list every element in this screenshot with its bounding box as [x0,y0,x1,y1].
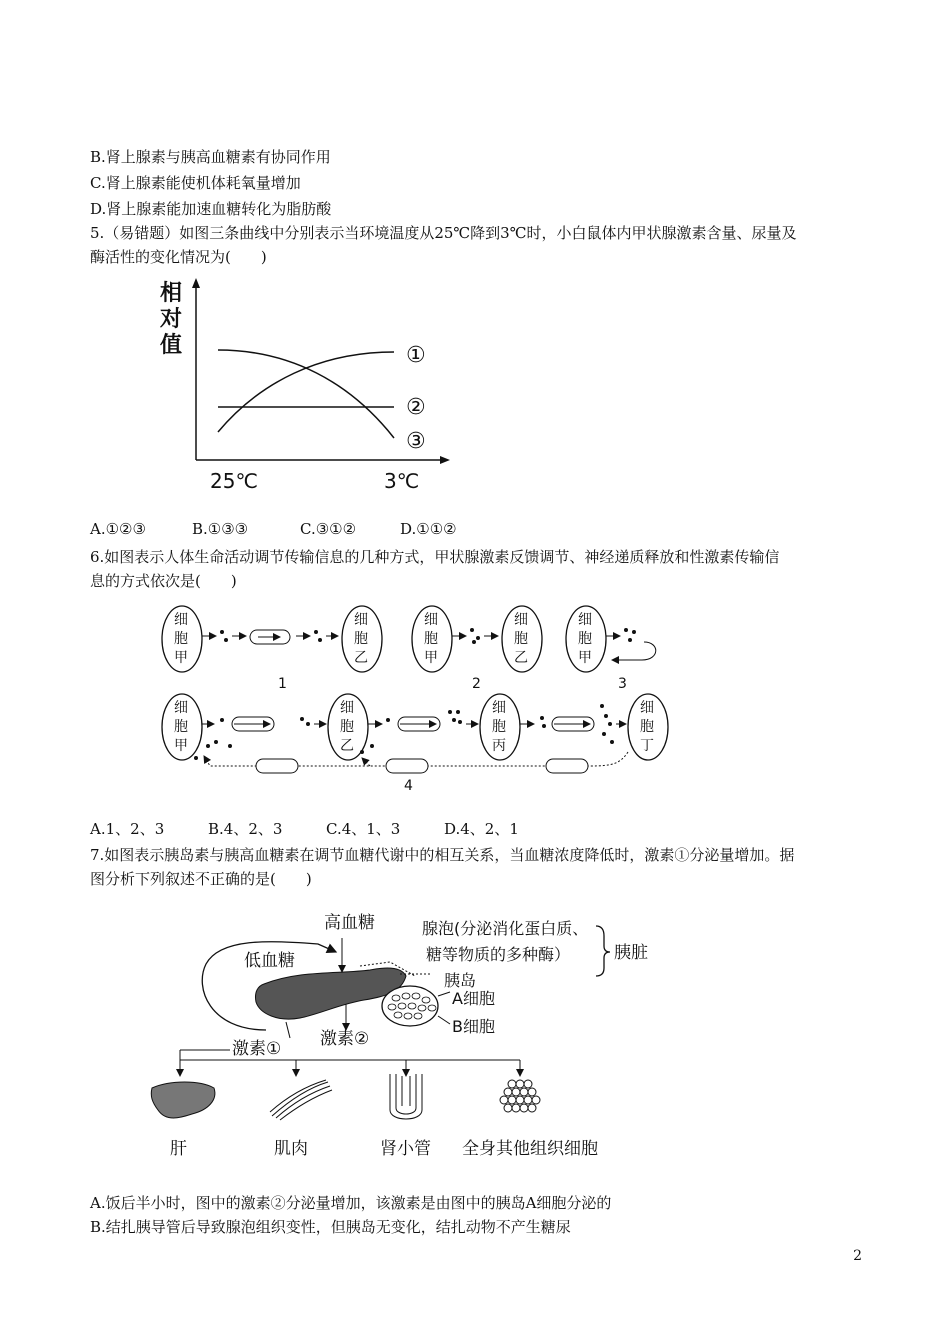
q5-stem-line2: 酶活性的变化情况为( ) [90,248,267,266]
svg-text:细: 细 [354,612,368,628]
q7-b-cell: B细胞 [452,1017,495,1036]
q4-option-d: D.肾上腺素能加速血糖转化为脂肪酸 [90,200,332,218]
svg-text:胞: 胞 [354,631,368,647]
svg-text:胞: 胞 [514,631,528,647]
q7-liver-icon [151,1082,215,1118]
q5-x-label-left: 25℃ [210,469,258,493]
svg-text:细: 细 [640,700,654,716]
q7-target-other: 全身其他组织细胞 [462,1139,598,1159]
svg-text:细: 细 [578,612,592,628]
svg-text:胞: 胞 [578,631,592,647]
q7-hormone-2: 激素② [320,1029,370,1049]
q4-option-c: C.肾上腺素能使机体耗氧量增加 [90,174,301,192]
svg-text:细: 细 [424,612,438,628]
q7-option-b: B.结扎胰导管后导致腺泡组织变性，但胰岛无变化，结扎动物不产生糖尿 [90,1218,571,1236]
q6-label-2: 2 [472,676,481,692]
q6-mode-1 [162,606,382,692]
q4-option-b: B.肾上腺素与胰高血糖素有协同作用 [90,148,331,166]
svg-text:细: 细 [174,700,188,716]
q5-stem-line1: 5.（易错题）如图三条曲线中分别表示当环境温度从25℃降到3℃时，小白鼠体内甲状腺激素含量、尿量及 [90,224,797,242]
svg-text:乙: 乙 [514,650,528,666]
svg-text:乙: 乙 [354,650,368,666]
q5-ylabel-3: 值 [160,333,183,358]
q6-option-a: A.1、2、3 [90,820,165,838]
q7-pancreas: 胰脏 [614,943,648,963]
q5-option-a: A.①②③ [90,520,146,538]
svg-text:细: 细 [340,700,354,716]
svg-text:胞: 胞 [424,631,438,647]
q5-chart [150,272,470,502]
svg-text:胞: 胞 [174,719,188,735]
q5-y-arrow [192,278,200,288]
q6-option-c: C.4、1、3 [326,820,401,838]
q7-tissue-cells-icon [500,1080,540,1112]
q7-pancreas-brace [596,926,610,976]
q6-mode-4 [162,694,668,794]
q7-hormone-1: 激素① [232,1039,282,1059]
q7-islet-cells [382,986,438,1026]
q6-options [90,818,519,840]
q5-ylabel-2: 对 [160,307,183,332]
q6-option-b: B.4、2、3 [208,820,283,838]
q5-curve-label-1: ① [406,343,426,368]
svg-text:胞: 胞 [174,631,188,647]
svg-text:胞: 胞 [340,719,354,735]
svg-text:丁: 丁 [640,738,654,754]
q7-target-tubule: 肾小管 [380,1139,431,1159]
svg-text:丙: 丙 [492,738,506,754]
q6-label-3: 3 [618,676,627,692]
q7-islet: 胰岛 [444,971,477,990]
svg-text:甲: 甲 [174,650,188,666]
svg-text:细: 细 [174,612,188,628]
q5-x-label-right: 3℃ [384,469,420,493]
q6-option-d: D.4、2、1 [444,820,519,838]
q6-stem-line2: 息的方式依次是( ) [90,572,237,590]
q7-diagram [140,904,680,1170]
q7-muscle-icon [270,1080,332,1120]
svg-text:甲: 甲 [578,650,592,666]
q7-renal-tubule-icon [390,1074,422,1119]
q6-diagram [150,602,710,798]
q5-curve-1 [218,352,394,432]
q7-option-a: A.饭后半小时，图中的激素②分泌量增加，该激素是由图中的胰岛A细胞分泌的 [90,1194,612,1212]
q6-mode-2 [412,606,542,692]
page-number: 2 [853,1248,862,1264]
svg-text:细: 细 [492,700,506,716]
q6-stem-line1: 6.如图表示人体生命活动调节传输信息的几种方式，甲状腺激素反馈调节、神经递质释放和性激素传输信 [90,548,780,566]
q5-ylabel-1: 相 [160,281,183,306]
q7-high-glucose: 高血糖 [324,913,375,933]
q5-options [90,518,457,540]
q5-x-arrow [440,456,450,464]
q7-acinus-1: 腺泡(分泌消化蛋白质、 [422,919,589,938]
q5-curve-label-3: ③ [406,429,426,454]
svg-text:甲: 甲 [424,650,438,666]
q6-mode-3 [566,606,656,692]
svg-text:胞: 胞 [640,719,654,735]
svg-text:甲: 甲 [174,738,188,754]
q5-option-b: B.①③③ [192,520,249,538]
q7-stem-line1: 7.如图表示胰岛素与胰高血糖素在调节血糖代谢中的相互关系，当血糖浓度降低时，激素①分泌量增加。据 [90,846,795,864]
q5-curve-3 [218,350,394,438]
q5-curve-label-2: ② [406,395,426,420]
q7-target-liver: 肝 [170,1139,187,1159]
q6-label-4: 4 [404,778,413,794]
q6-label-1: 1 [278,676,287,692]
svg-text:胞: 胞 [492,719,506,735]
q7-acinus-2: 糖等物质的多种酶） [426,945,571,964]
q7-a-cell: A细胞 [452,989,495,1008]
q5-option-d: D.①①② [400,520,457,538]
q7-stem-line2: 图分析下列叙述不正确的是( ) [90,870,312,888]
svg-text:乙: 乙 [340,738,354,754]
q7-low-glucose: 低血糖 [244,951,295,971]
q5-option-c: C.③①② [300,520,357,538]
q7-target-muscle: 肌肉 [274,1139,308,1159]
svg-text:细: 细 [514,612,528,628]
